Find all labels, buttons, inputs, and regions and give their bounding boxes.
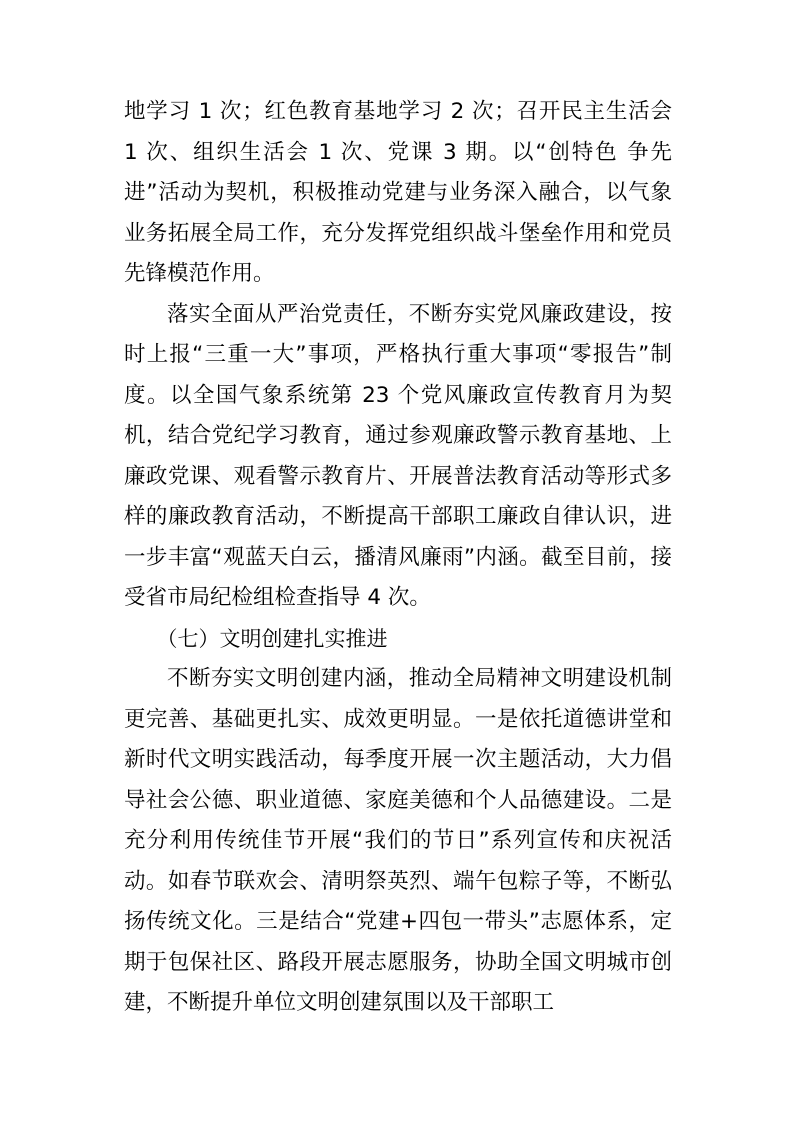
paragraph-clean-government: 落实全面从严治党责任，不断夯实党风廉政建设，按时上报“三重一大”事项，严格执行重大事项“零报告”制度。以全国气象系统第 23 个党风廉政宣传教育月为契机，结合党纪学习教育，通过参观廉政警示教育基地、上廉政党课、观看警示教育片、开展普法教育活动等形式多样的廉政教育活动，不断提高干部职工廉政自律认识，进一步丰富“观蓝天白云，播清风廉雨”内涵。截至目前，接受省市局纪检组检查指导 4 次。 xyxy=(124,301,672,610)
paragraph-party-study: 地学习 1 次；红色教育基地学习 2 次；召开民主生活会 1 次、组织生活会 1 次、党课 3 期。以“创特色 争先进”活动为契机，积极推动党建与业务深入融合，以气象业务拓展全局工作，充分发挥党组织战斗堡垒作用和党员先锋模范作用。 xyxy=(124,99,672,286)
section-heading-civilization: （七）文明创建扎实推进 xyxy=(156,626,388,651)
document-body xyxy=(124,92,672,1024)
paragraph-civilization-building: 不断夯实文明创建内涵，推动全局精神文明建设机制更完善、基础更扎实、成效更明显。一是依托道德讲堂和新时代文明实践活动，每季度开展一次主题活动，大力倡导社会公德、职业道德、家庭美德和个人品德建设。二是充分利用传统佳节开展“我们的节日”系列宣传和庆祝活动。如春节联欢会、清明祭英烈、端午包粽子等，不断弘扬传统文化。三是结合“党建+四包一带头”志愿体系，定期于包保社区、路段开展志愿服务，协助全国文明城市创建，不断提升单位文明创建氛围以及干部职工 xyxy=(124,666,672,1015)
